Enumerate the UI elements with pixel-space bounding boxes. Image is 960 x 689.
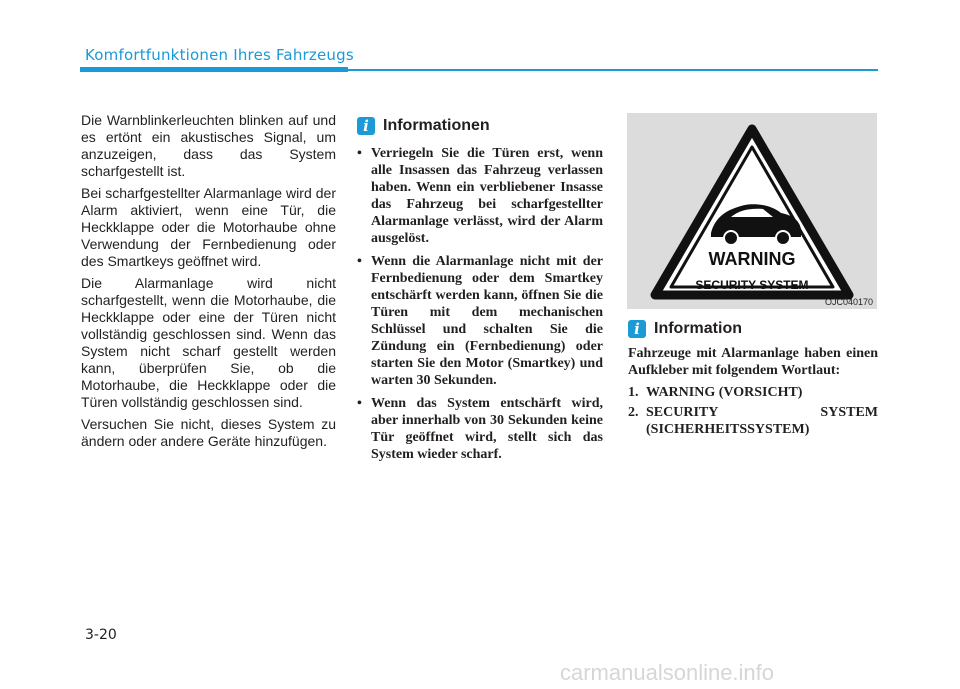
list-item-text: Wenn das System entschärft wird, aber innerhalb von 30 Sekunden keine Tür geöffnet wird, stellt sich das System wieder scharf. bbox=[371, 396, 603, 462]
info-box-1-header bbox=[357, 117, 490, 135]
list-number: 2. bbox=[628, 405, 639, 420]
paragraph: Versuchen Sie nicht, dieses System zu ändern oder andere Geräte hinzufügen. bbox=[81, 416, 336, 449]
info-box-2-body bbox=[628, 345, 878, 441]
header-bar bbox=[80, 67, 348, 72]
list-item-text: Verriegeln Sie die Türen erst, wenn alle Insassen das Fahrzeug verlassen haben. Wenn ein verbliebener Insasse das Fahrzeug bei scharfgestellter Alarmanlage verlässt, wird der Alarm ausgelöst. bbox=[371, 146, 603, 246]
info-icon: i bbox=[357, 117, 375, 135]
info-box-1-body bbox=[357, 145, 603, 469]
paragraph: Die Warnblinkerleuchten blinken auf und es ertönt ein akustisches Signal, um anzuzeigen, dass das System scharfgestellt ist. bbox=[81, 112, 336, 179]
sticker-system-text: SECURITY SYSTEM bbox=[695, 278, 809, 292]
info-icon: i bbox=[628, 320, 646, 338]
left-column bbox=[81, 112, 336, 455]
info-box-2-title: Information bbox=[654, 320, 742, 337]
list-item bbox=[357, 253, 603, 389]
info-box-2-intro: Fahrzeuge mit Alarmanlage haben einen Aufkleber mit folgendem Wortlaut: bbox=[628, 346, 878, 378]
header-title: Komfortfunktionen Ihres Fahrzeugs bbox=[85, 46, 354, 64]
paragraph: Bei scharfgestellter Alarmanlage wird der Alarm aktiviert, wenn eine Tür, die Heckklappe oder die Motorhaube ohne Verwendung der Fernbedienung oder des Smartkeys geöffnet wird. bbox=[81, 185, 336, 269]
sticker-warning-text: WARNING bbox=[708, 249, 796, 269]
list-item-text: WARNING (VORSICHT) bbox=[646, 385, 803, 400]
list-item bbox=[628, 404, 878, 438]
page-number: 3-20 bbox=[85, 627, 117, 643]
watermark: carmanualsonline.info bbox=[560, 660, 775, 685]
bullet-mark: • bbox=[357, 396, 362, 411]
list-number: 1. bbox=[628, 385, 639, 400]
list-item bbox=[628, 384, 878, 401]
paragraph: Die Alarmanlage wird nicht scharfgestellt, wenn die Motorhaube, die Heckklappe oder eine der Türen nicht vollständig geschlossen sind. Wenn das System nicht scharf gestellt werden kann, überprüfen Sie, ob die Motorhaube, die Heckklappe oder die Türen vollständig geschlossen sind. bbox=[81, 275, 336, 410]
warning-triangle-icon bbox=[627, 113, 877, 309]
bullet-mark: • bbox=[357, 146, 362, 161]
info-box-2-header bbox=[628, 320, 742, 338]
list-item-text: SECURITY SYSTEM (SICHERHEITSSYSTEM) bbox=[646, 405, 878, 437]
security-sticker-figure bbox=[627, 113, 877, 309]
figure-code: OJC040170 bbox=[824, 297, 873, 307]
list-item bbox=[357, 145, 603, 247]
info-box-1-title: Informationen bbox=[383, 117, 490, 134]
list-item bbox=[357, 395, 603, 463]
list-item-text: Wenn die Alarmanlage nicht mit der Fernbedienung oder dem Smartkey entschärft werden kann, öffnen Sie die Türen mit dem mechanischen Schlüssel und schalten Sie die Zündung ein (Fernbedienung) oder starten Sie den Motor (Smartkey) und warten 30 Sekunden. bbox=[371, 254, 603, 388]
bullet-mark: • bbox=[357, 254, 362, 269]
header-rule bbox=[348, 69, 878, 71]
